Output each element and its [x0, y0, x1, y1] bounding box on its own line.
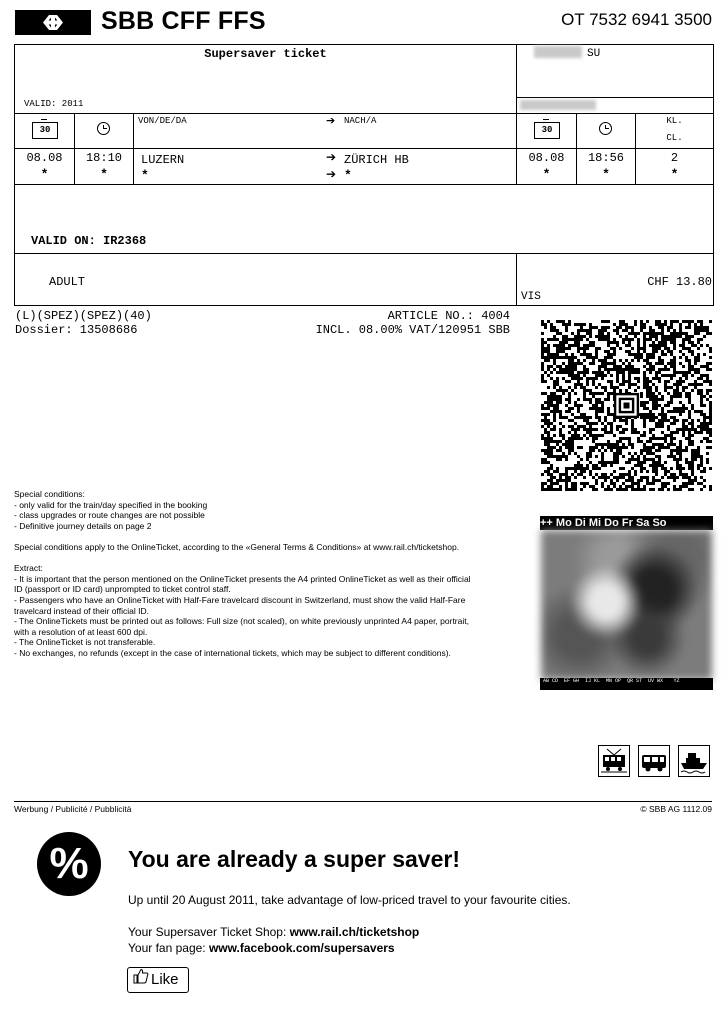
arrival-time: 18:56 [587, 151, 624, 165]
class-code: SU [587, 48, 601, 60]
from-label: VON/DE/DA [138, 116, 187, 126]
condition-item: - Definitive journey details on page 2 [14, 520, 152, 531]
redacted-info [520, 100, 596, 110]
advertising-label: Werbung / Publicité / Pubblicità [14, 804, 132, 814]
extract-line: ID (passport or ID card) unprompted to ticket control staff. [14, 584, 231, 595]
ticket-price: CHF 13.80 [647, 275, 712, 289]
arrival-date: 08.08 [528, 151, 565, 165]
arrow-icon: ➔ [326, 115, 336, 127]
qr-code-icon [541, 320, 712, 491]
travel-class: 2 [670, 151, 679, 165]
extract-line: - The OnlineTicket is not transferable. [14, 637, 156, 648]
fan-page-line: Your fan page: www.facebook.com/supersavers [128, 941, 395, 955]
destination-station: ZÜRICH HB [344, 153, 409, 167]
weekday-bar: ++ Mo Di Mi Do Fr Sa So [540, 516, 713, 530]
clock-icon [599, 122, 612, 135]
valid-year: VALID: 2011 [24, 99, 84, 109]
special-conditions [14, 489, 534, 659]
conditions-title: Special conditions: [14, 489, 85, 499]
origin-station: LUZERN [141, 153, 185, 167]
departure-date: 08.08 [26, 151, 63, 165]
ad-text: Up until 20 August 2011, take advantage of low-priced travel to your favourite cities. [128, 893, 571, 907]
to-label: NACH/A [344, 116, 377, 126]
class-label-fr: CL. [666, 133, 683, 143]
dossier-number: Dossier: 13508686 [15, 323, 138, 337]
blurred-validation-image [541, 530, 712, 680]
extract-line: with a resolution of at least 600 dpi. [14, 626, 148, 637]
star-mark: * [40, 167, 49, 182]
article-number: ARTICLE NO.: 4004 [387, 309, 510, 323]
extract-line: - The OnlineTickets must be printed out as follows: Full size (not scaled), on white previously unprinted A4 paper, portrait, [14, 616, 469, 627]
extract-line: - No exchanges, no refunds (except in the case of international tickets, which may be subject to different conditions). [14, 647, 451, 658]
redacted-name [534, 46, 582, 58]
like-label: Like [151, 971, 179, 989]
vat-info: INCL. 08.00% VAT/120951 SBB [315, 323, 510, 337]
vis-mark: VIS [521, 291, 541, 303]
bus-icon [638, 745, 670, 777]
ticket-shop-link[interactable]: www.rail.ch/ticketshop [289, 925, 420, 939]
arrow-icon: ➔ [326, 167, 337, 181]
extract-line: - It is important that the person mentioned on the OnlineTicket presents the A4 printed OnlineTicket as well as their official [14, 573, 471, 584]
condition-item: - class upgrades or route changes are not possible [14, 510, 205, 521]
star-mark: * [542, 167, 551, 182]
ticket-shop-line: Your Supersaver Ticket Shop: www.rail.ch/ticketshop [128, 925, 420, 939]
star-mark: * [344, 168, 352, 183]
brand-name: SBB CFF FFS [101, 7, 266, 35]
ticket-number: OT 7532 6941 3500 [561, 10, 712, 29]
calendar-icon: 30 [32, 122, 58, 139]
ad-headline: You are already a super saver! [128, 846, 460, 872]
boat-icon [678, 745, 710, 777]
copyright: © SBB AG 1112.09 [640, 804, 712, 814]
train-icon [598, 745, 630, 777]
conditions-note: Special conditions apply to the OnlineTicket, according to the «General Terms & Conditions» at www.rail.ch/ticketshop. [14, 541, 460, 552]
extract-line: travelcard instead of their official ID. [14, 605, 149, 616]
star-mark: * [602, 167, 610, 182]
departure-time: 18:10 [85, 151, 122, 165]
passenger-type: ADULT [49, 275, 86, 289]
valid-on: VALID ON: IR2368 [31, 234, 147, 248]
ticket-type: Supersaver ticket [204, 47, 327, 61]
star-mark: * [670, 167, 679, 182]
star-mark: * [141, 168, 149, 183]
fan-page-link[interactable]: www.facebook.com/supersavers [208, 941, 395, 955]
clock-icon [97, 122, 110, 135]
code-strip: AB CD EF GH IJ KL MN OP QR ST UV WX YZ [540, 678, 713, 690]
swiss-railway-logo-icon [15, 10, 91, 35]
arrow-icon: ➔ [326, 150, 337, 164]
fare-codes: (L)(SPEZ)(SPEZ)(40) [15, 309, 152, 323]
extract-line: - Passengers who have an OnlineTicket with Half-Fare travelcard discount in Switzerland, must show the valid Half-Fare [14, 594, 466, 605]
percent-icon: % [37, 832, 101, 896]
condition-item: - only valid for the train/day specified in the booking [14, 499, 208, 510]
class-label: KL. [666, 116, 683, 126]
thumbs-up-icon [133, 968, 149, 992]
star-mark: * [100, 167, 108, 182]
like-button[interactable] [127, 967, 189, 993]
extract-title: Extract: [14, 563, 43, 574]
calendar-icon: 30 [534, 122, 560, 139]
